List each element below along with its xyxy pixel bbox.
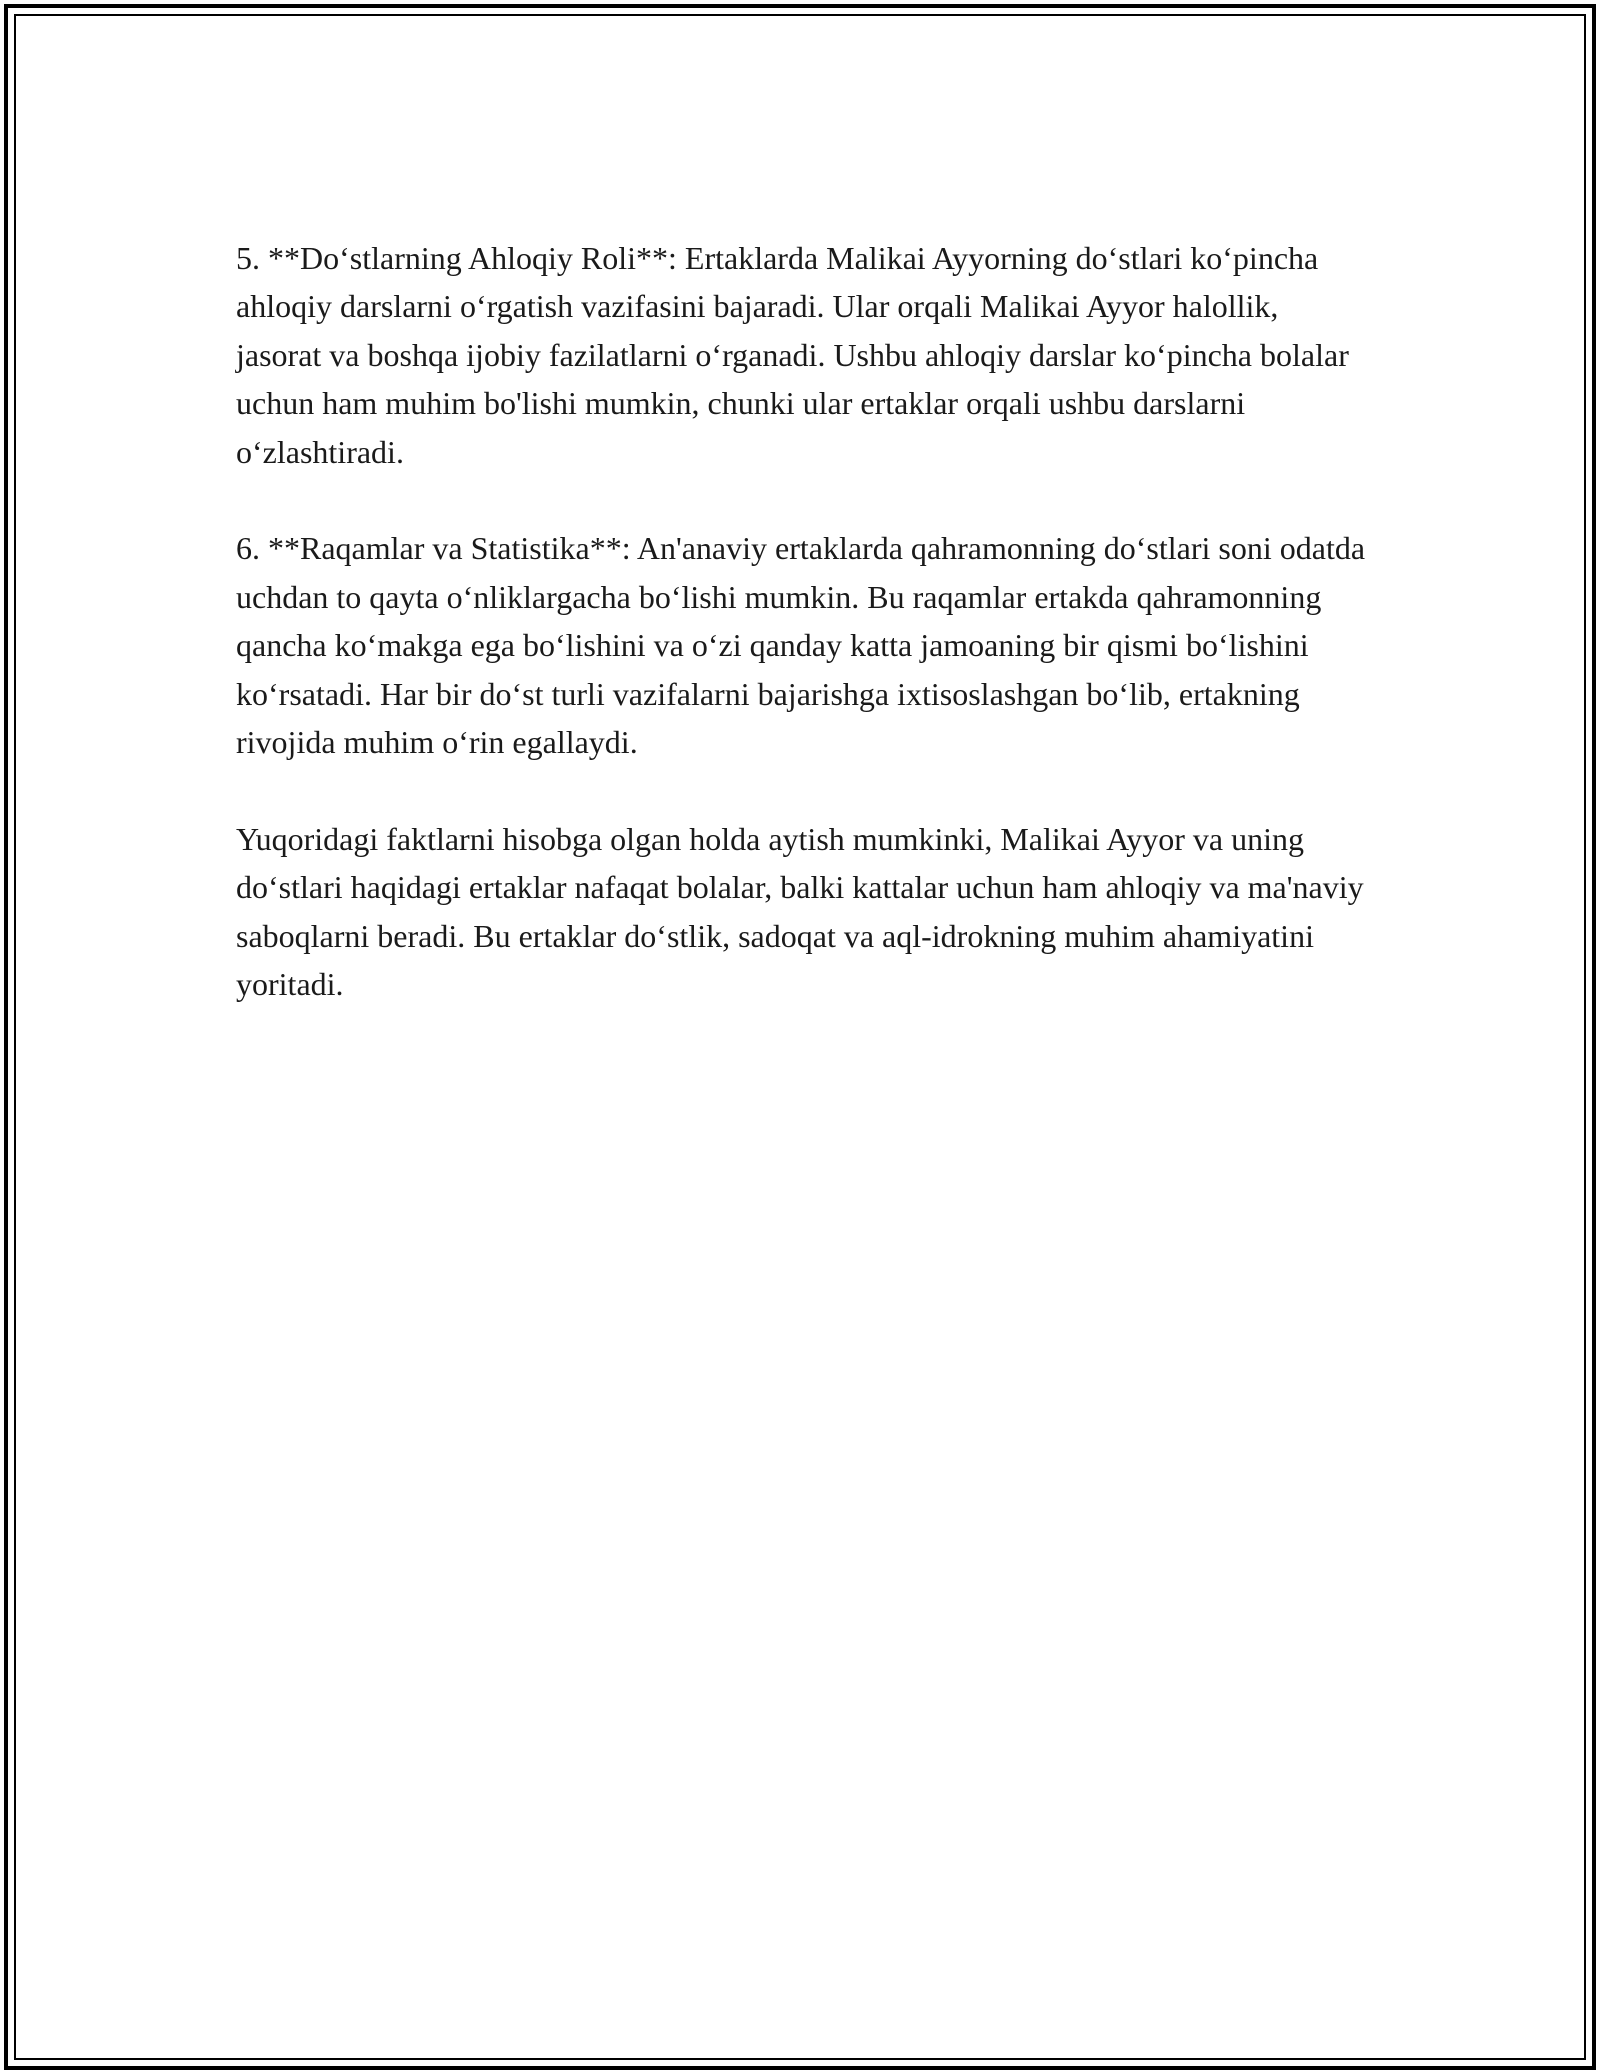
paragraph-dostlarning-ahloqiy-roli: 5. **Do‘stlarning Ahloqiy Roli**: Ertaklarda Malikai Ayyorning do‘stlari ko‘pincha ahloqiy darslarni o‘rgatish vazifasini bajaradi. Ular orqali Malikai Ayyor halollik, jasorat va boshqa ijobiy fazilatlarni o‘rganadi. Ushbu ahloqiy darslar ko‘pincha bolalar uchun ham muhim bo'lishi mumkin, chunki ular ertaklar orqali ushbu darslarni o‘zlashtiradi. — [236, 240, 1349, 470]
document-body — [236, 234, 1366, 1057]
paragraph-conclusion: Yuqoridagi faktlarni hisobga olgan holda aytish mumkinki, Malikai Ayyor va uning do‘stlari haqidagi ertaklar nafaqat bolalar, balki kattalar uchun ham ahloqiy va ma'naviy saboqlarni beradi. Bu ertaklar do‘stlik, sadoqat va aql-idrokning muhim ahamiyatini yoritadi. — [236, 820, 1364, 1003]
paragraph-raqamlar-va-statistika: 6. **Raqamlar va Statistika**: An'anaviy ertaklarda qahramonning do‘stlari soni odatda uchdan to qayta o‘nliklargacha bo‘lishi mumkin. Bu raqamlar ertakda qahramonning qancha ko‘makga ega bo‘lishini va o‘zi qanday katta jamoaning bir qismi bo‘lishini ko‘rsatadi. Har bir do‘st turli vazifalarni bajarishga ixtisoslashgan bo‘lib, ertakning rivojida muhim o‘rin egallaydi. — [236, 530, 1366, 761]
